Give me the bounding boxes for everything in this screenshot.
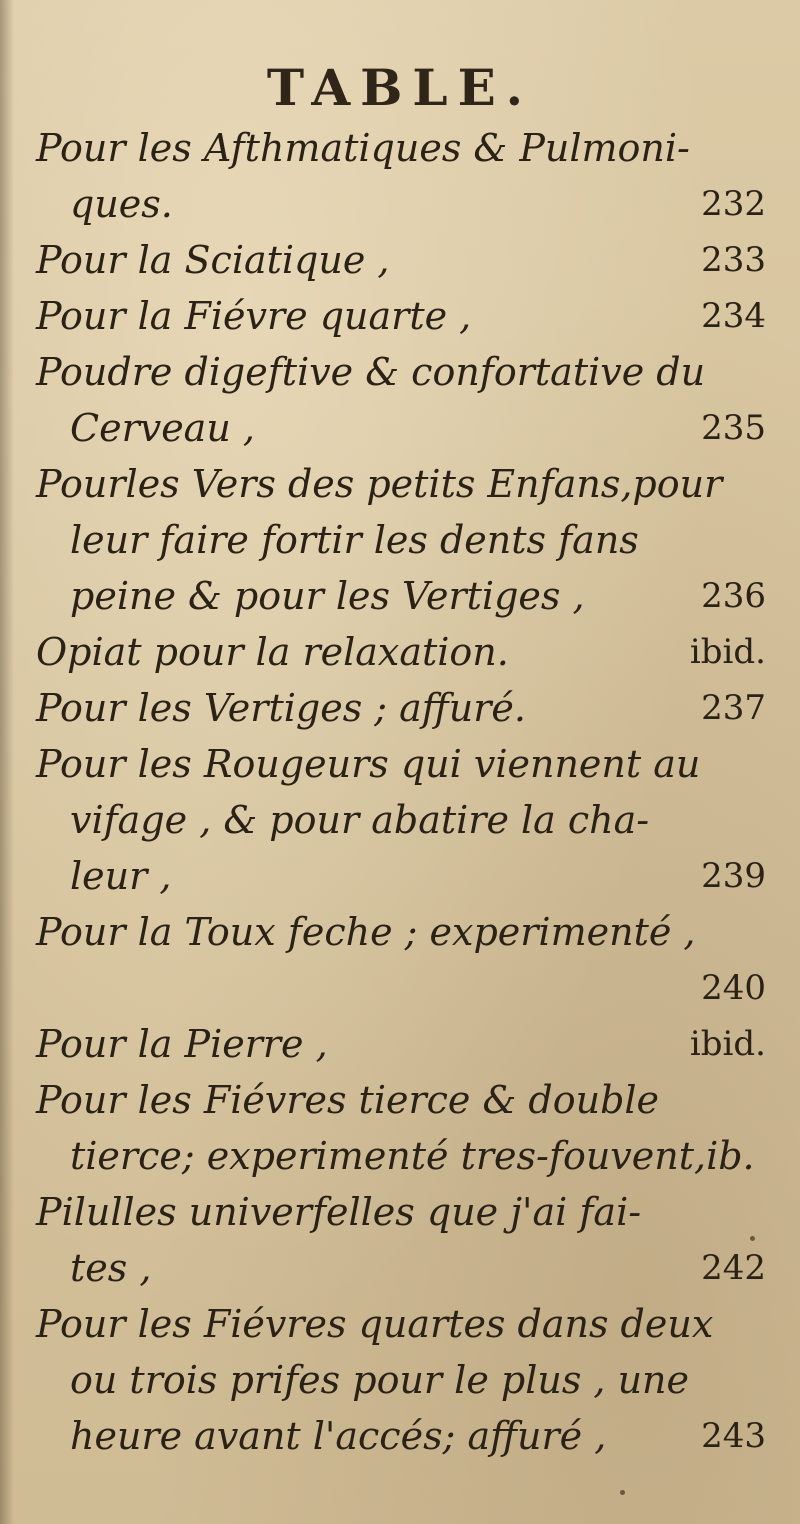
- toc-line: [36, 232, 766, 288]
- page-number: 239: [701, 856, 766, 896]
- toc-line: [36, 512, 766, 568]
- toc-line: [36, 1072, 766, 1128]
- toc-line: [36, 1184, 766, 1240]
- toc-line: [36, 736, 766, 792]
- page-number: 243: [701, 1416, 766, 1456]
- entry-text: leur ,: [70, 854, 172, 898]
- entry-text: Pour la Sciatique ,: [36, 238, 390, 282]
- page-number: 237: [701, 688, 766, 728]
- ink-speck: [620, 1490, 625, 1495]
- entry-text: Pour la Fiévre quarte ,: [36, 294, 472, 338]
- entry-text: Pour la Toux feche ; experimenté ,: [36, 910, 696, 954]
- table-of-contents: [36, 120, 766, 1464]
- toc-line: [36, 792, 766, 848]
- toc-line: [36, 960, 766, 1016]
- toc-line: [36, 1296, 766, 1352]
- entry-text: tes ,: [70, 1246, 152, 1290]
- toc-line: [36, 1240, 766, 1296]
- page-number: ibid.: [689, 1024, 766, 1064]
- entry-text: ques.: [70, 182, 173, 226]
- toc-line: [36, 1352, 766, 1408]
- entry-text: Pour les Rougeurs qui viennent au: [36, 742, 701, 786]
- toc-line: [36, 400, 766, 456]
- toc-line: [36, 1016, 766, 1072]
- entry-text: Pour les Afthmatiques & Pulmoni-: [36, 126, 690, 170]
- entry-text: Cerveau ,: [70, 406, 255, 450]
- toc-line: [36, 1408, 766, 1464]
- toc-line: [36, 680, 766, 736]
- toc-line: [36, 120, 766, 176]
- toc-line: [36, 904, 766, 960]
- entry-text: heure avant l'accés; affuré ,: [70, 1414, 607, 1458]
- entry-text: ou trois prifes pour le plus , une: [70, 1358, 690, 1402]
- ink-speck: [750, 1236, 755, 1241]
- entry-text: Pour les Fiévres quartes dans deux: [36, 1302, 714, 1346]
- entry-text: Poudre digeftive & confortative du: [36, 350, 706, 394]
- binding-shadow: [0, 0, 14, 1524]
- page-number: 232: [701, 184, 766, 224]
- toc-line: [36, 1128, 766, 1184]
- toc-line: [36, 568, 766, 624]
- entry-text: Pour les Vertiges ; affuré.: [36, 686, 526, 730]
- entry-text: Pourles Vers des petits Enfans,pour: [36, 462, 723, 506]
- toc-line: [36, 344, 766, 400]
- toc-line: [36, 176, 766, 232]
- toc-line: [36, 456, 766, 512]
- page-number: 235: [701, 408, 766, 448]
- page-number: 234: [701, 296, 766, 336]
- page-number: ibid.: [689, 632, 766, 672]
- entry-text: leur faire fortir les dents fans: [70, 518, 639, 562]
- entry-text: vifage , & pour abatire la cha-: [70, 798, 650, 842]
- page-header: TABLE.: [266, 58, 534, 117]
- toc-line: [36, 624, 766, 680]
- toc-line: [36, 848, 766, 904]
- page-number: 236: [701, 576, 766, 616]
- entry-text: Pour les Fiévres tierce & double: [36, 1078, 660, 1122]
- entry-text: Opiat pour la relaxation.: [36, 630, 509, 674]
- page-number: 242: [701, 1248, 766, 1288]
- page-number: 233: [701, 240, 766, 280]
- entry-text: Pilulles univerfelles que j'ai fai-: [36, 1190, 642, 1234]
- toc-line: [36, 288, 766, 344]
- entry-text: Pour la Pierre ,: [36, 1022, 328, 1066]
- page-number: 240: [701, 968, 766, 1008]
- entry-text: peine & pour les Vertiges ,: [70, 574, 585, 618]
- entry-text: tierce; experimenté tres-fouvent,ib.: [70, 1134, 755, 1178]
